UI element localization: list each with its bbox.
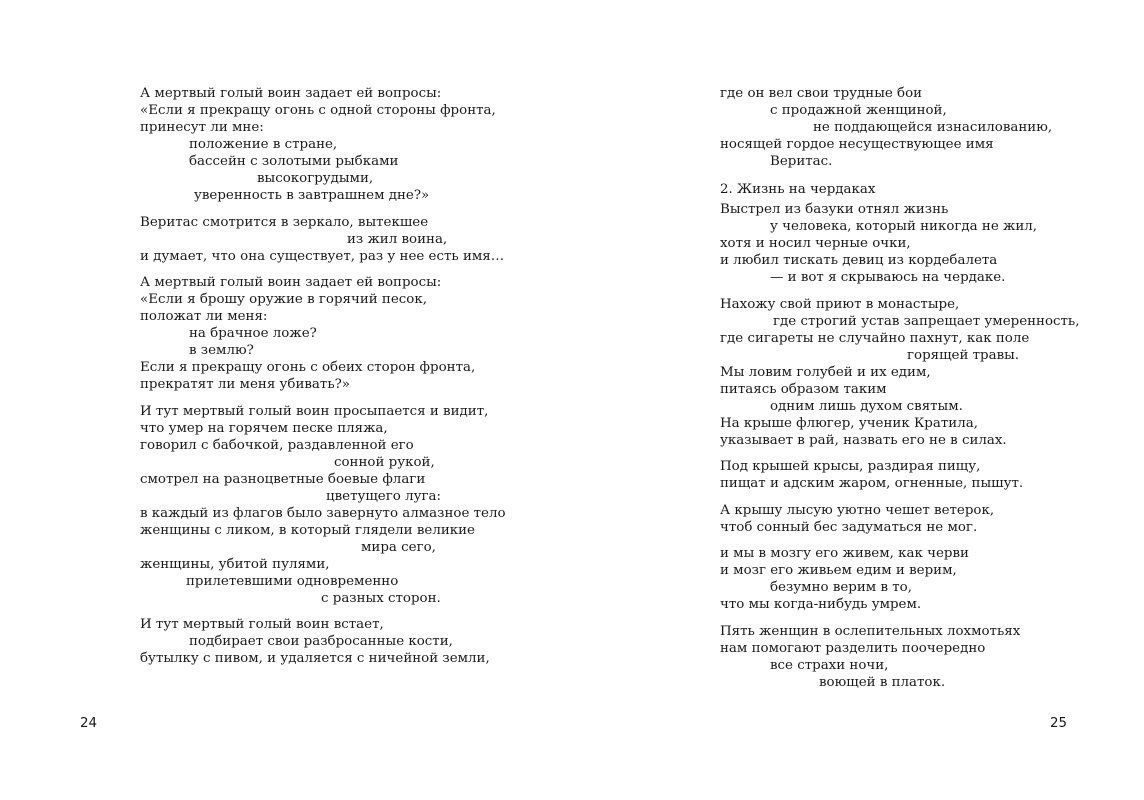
- verse-line: хотя и носил черные очки,: [720, 236, 911, 251]
- stanza: [140, 616, 560, 667]
- verse-line: говорил с бабочкой, раздавленной его: [140, 437, 414, 453]
- verse-line: прилетевшими одновременно: [186, 573, 399, 589]
- verse-line: воющей в платок.: [819, 674, 946, 690]
- verse-line: безумно верим в то,: [770, 580, 912, 595]
- stanza: [140, 403, 560, 607]
- verse-line: женщины с ликом, в который глядели великие: [140, 522, 475, 538]
- verse-line: положение в стране,: [189, 137, 338, 152]
- verse-line: Нахожу свой приют в монастыре,: [720, 296, 960, 312]
- verse-line: прекратят ли меня убивать?»: [140, 377, 350, 392]
- verse-line: все страхи ночи,: [770, 657, 889, 673]
- verse-line: с продажной женщиной,: [770, 103, 947, 118]
- verse-line: И тут мертвый голый воин просыпается и видит,: [140, 403, 489, 419]
- verse-line: на брачное ложе?: [189, 326, 317, 341]
- verse-line: сонной рукой,: [334, 454, 435, 470]
- verse-line: носящей гордое несуществующее имя: [720, 137, 994, 152]
- verse-line: Если я прекращу огонь с обеих сторон фронта,: [140, 360, 476, 375]
- section-heading: 2. Жизнь на чердаках: [720, 182, 876, 197]
- verse-line: А мертвый голый воин задает ей вопросы:: [140, 86, 442, 101]
- verse-line: бассейн с золотыми рыбками: [189, 154, 399, 169]
- verse-line: с разных сторон.: [321, 590, 441, 606]
- verse-line: мира сего,: [361, 539, 436, 555]
- verse-line: бутылку с пивом, и удаляется с ничейной земли,: [140, 651, 490, 666]
- verse-line: цветущего луга:: [326, 488, 441, 504]
- verse-line: и любил тискать девиц из кордебалета: [720, 253, 998, 268]
- verse-line: положат ли меня:: [140, 309, 268, 324]
- verse-line: и мы в мозгу его живем, как черви: [720, 546, 969, 561]
- verse-line: принесут ли мне:: [140, 120, 264, 135]
- verse-line: что мы когда-нибудь умрем.: [720, 597, 922, 612]
- verse-line: и мозг его живьем едим и верим,: [720, 563, 957, 578]
- verse-line: где сигареты не случайно пахнут, как поле: [720, 330, 1030, 346]
- verse-line: На крыше флюгер, ученик Кратила,: [720, 415, 978, 431]
- stanza: [720, 502, 1130, 536]
- verse-line: где строгий устав запрещает умеренность,: [773, 313, 1080, 329]
- verse-line: не поддающейся изнасилованию,: [813, 120, 1053, 135]
- verse-line: горящей травы.: [907, 347, 1020, 363]
- verse-line: одним лишь духом святым.: [770, 398, 963, 414]
- verse-line: у человека, который никогда не жил,: [770, 219, 1038, 234]
- verse-line: где он вел свои трудные бои: [720, 86, 923, 101]
- verse-line: что умер на горячем песке пляжа,: [140, 420, 388, 436]
- verse-line: «Если я прекращу огонь с одной стороны фронта,: [140, 103, 496, 118]
- stanza: [720, 545, 1130, 613]
- verse-line: смотрел на разноцветные боевые флаги: [140, 471, 426, 487]
- right-poem-text: [720, 85, 1130, 700]
- stanza: [140, 85, 560, 204]
- verse-line: Выстрел из базуки отнял жизнь: [720, 202, 949, 217]
- verse-line: подбирает свои разбросанные кости,: [189, 634, 453, 649]
- page-number: 24: [80, 716, 98, 731]
- stanza: [720, 85, 1130, 170]
- verse-line: в каждый из флагов было завернуто алмазное тело: [140, 505, 506, 521]
- verse-line: И тут мертвый голый воин встает,: [140, 617, 384, 632]
- right-page: [572, 0, 1144, 800]
- verse-line: Веритас смотрится в зеркало, вытекшее: [140, 214, 429, 230]
- verse-line: и думает, что она существует, раз у нее есть имя…: [140, 248, 505, 264]
- verse-line: Пять женщин в ослепительных лохмотьях: [720, 623, 1021, 639]
- verse-line: высокогрудыми,: [257, 171, 374, 186]
- stanza: [720, 296, 1130, 449]
- verse-line: Веритас.: [770, 154, 833, 169]
- left-poem-text: [140, 85, 560, 677]
- verse-line: пищат и адским жаром, огненные, пышут.: [720, 476, 1024, 491]
- page-number: 25: [1050, 716, 1068, 731]
- stanza: [140, 274, 560, 393]
- verse-line: уверенность в завтрашнем дне?»: [194, 188, 430, 203]
- verse-line: питаясь образом таким: [720, 381, 887, 397]
- verse-line: — и вот я скрываюсь на чердаке.: [770, 270, 1006, 285]
- verse-line: Мы ловим голубей и их едим,: [720, 364, 931, 380]
- verse-line: указывает в рай, назвать его не в силах.: [720, 432, 1007, 448]
- stanza: [720, 201, 1130, 286]
- verse-line: Под крышей крысы, раздирая пищу,: [720, 459, 981, 474]
- verse-line: в землю?: [189, 343, 254, 358]
- verse-line: «Если я брошу оружие в горячий песок,: [140, 292, 427, 307]
- verse-line: чтоб сонный бес задуматься не мог.: [720, 519, 978, 535]
- verse-line: женщины, убитой пулями,: [140, 556, 330, 572]
- verse-line: из жил воина,: [347, 231, 448, 247]
- verse-line: А крышу лысую уютно чешет ветерок,: [720, 502, 995, 518]
- verse-line: А мертвый голый воин задает ей вопросы:: [140, 275, 442, 290]
- verse-line: нам помогают разделить поочередно: [720, 640, 986, 656]
- stanza: [140, 214, 560, 265]
- stanza: [720, 458, 1130, 492]
- stanza: [720, 623, 1130, 691]
